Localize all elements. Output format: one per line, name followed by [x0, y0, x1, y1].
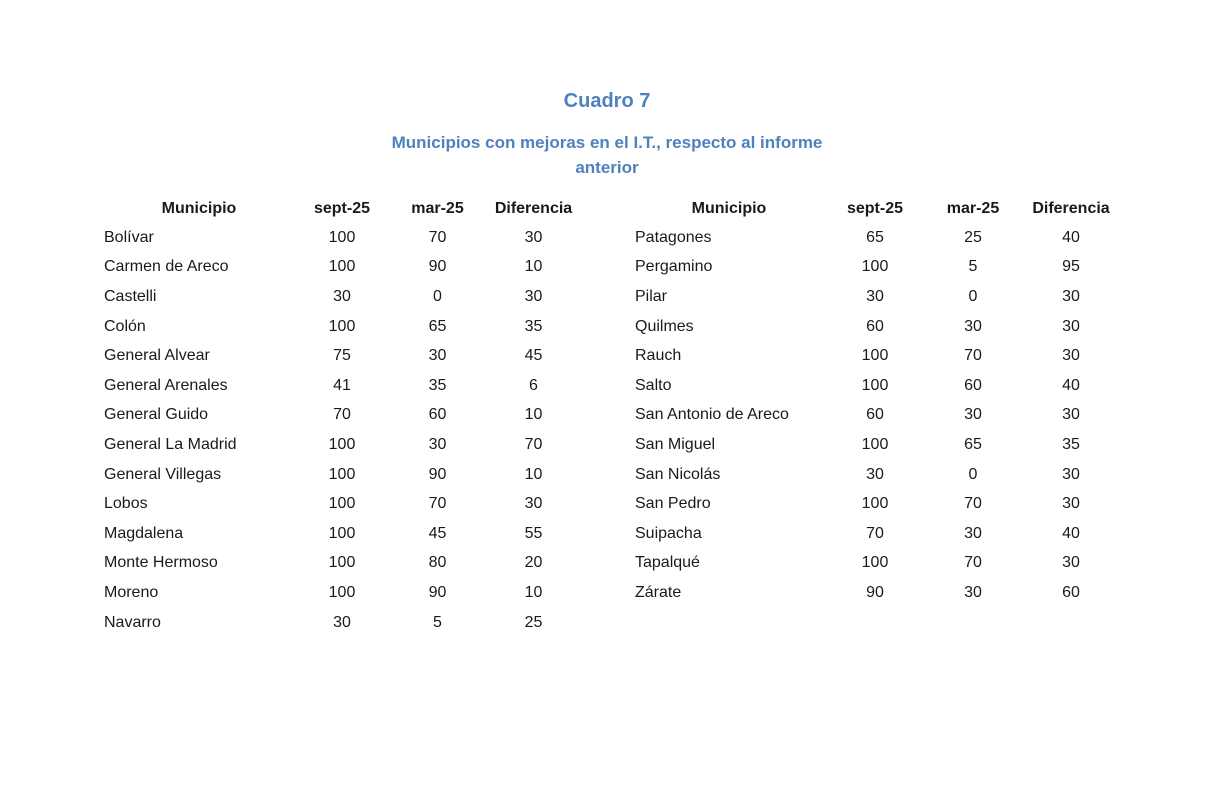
diferencia-value: 70 — [524, 435, 543, 453]
table-row — [635, 401, 1123, 431]
table-row — [635, 578, 1123, 608]
table-row — [104, 460, 582, 490]
mar-value: 0 — [968, 287, 978, 305]
table-row — [104, 223, 582, 253]
mar-value: 60 — [964, 376, 982, 394]
municipio-cell: Rauch — [635, 347, 682, 365]
diferencia-value: 30 — [1062, 317, 1080, 335]
municipio-cell: Quilmes — [635, 317, 694, 335]
rows-right — [635, 223, 1123, 608]
rows-left — [104, 223, 582, 637]
municipio-cell: General Arenales — [104, 376, 228, 394]
table-row — [635, 489, 1123, 519]
mar-value: 45 — [428, 524, 447, 542]
sept-value: 100 — [328, 554, 356, 572]
diferencia-value: 45 — [524, 347, 543, 365]
sept-value: 100 — [861, 258, 889, 276]
municipio-cell: Lobos — [104, 495, 148, 513]
header-municipio: Municipio — [691, 200, 767, 217]
municipio-cell: San Antonio de Areco — [635, 406, 789, 424]
table-row — [104, 253, 582, 283]
table-row — [635, 519, 1123, 549]
municipio-cell: San Miguel — [635, 435, 716, 453]
municipio-cell: Magdalena — [104, 524, 184, 542]
sept-value: 100 — [861, 347, 889, 365]
sept-value: 30 — [333, 287, 351, 305]
diferencia-value: 55 — [524, 524, 543, 542]
mar-value: 70 — [964, 495, 982, 513]
sept-value: 30 — [866, 465, 884, 483]
table-row — [104, 401, 582, 431]
header-diferencia: Diferencia — [1032, 200, 1110, 217]
sept-value: 100 — [328, 228, 356, 246]
diferencia-value: 10 — [524, 258, 543, 276]
diferencia-value: 10 — [524, 465, 543, 483]
mar-value: 5 — [433, 613, 442, 631]
table-row — [104, 341, 582, 371]
mar-value: 0 — [968, 465, 978, 483]
mar-value: 30 — [964, 317, 982, 335]
mar-value: 30 — [428, 435, 447, 453]
municipio-cell: General Alvear — [104, 347, 210, 365]
municipio-cell: Colón — [104, 317, 146, 335]
diferencia-value: 40 — [1062, 524, 1080, 542]
municipio-cell: Pilar — [635, 287, 668, 305]
mar-value: 30 — [964, 583, 982, 601]
municipio-cell: Carmen de Areco — [104, 258, 229, 276]
diferencia-value: 40 — [1062, 376, 1080, 394]
mar-value: 30 — [964, 406, 982, 424]
municipios-table-left — [104, 195, 582, 637]
diferencia-value: 30 — [524, 287, 543, 305]
mar-value: 65 — [428, 317, 447, 335]
table-row — [104, 430, 582, 460]
mar-value: 70 — [964, 554, 982, 572]
sept-value: 100 — [861, 376, 889, 394]
municipio-cell: General La Madrid — [104, 435, 237, 453]
municipio-cell: Bolívar — [104, 228, 154, 246]
diferencia-value: 60 — [1062, 583, 1080, 601]
header-diferencia: Diferencia — [494, 200, 573, 217]
municipio-cell: Moreno — [104, 583, 159, 601]
table-row — [635, 253, 1123, 283]
table-row — [635, 312, 1123, 342]
diferencia-value: 30 — [1062, 287, 1080, 305]
mar-value: 35 — [428, 376, 447, 394]
mar-value: 70 — [428, 495, 447, 513]
subtitle-line-2: anterior — [575, 158, 639, 177]
diferencia-value: 40 — [1062, 228, 1080, 246]
mar-value: 0 — [433, 287, 442, 305]
municipio-cell: Tapalqué — [635, 554, 700, 572]
municipio-cell: Pergamino — [635, 258, 713, 276]
diferencia-value: 35 — [1062, 435, 1080, 453]
diferencia-value: 95 — [1062, 258, 1080, 276]
sept-value: 100 — [861, 435, 889, 453]
diferencia-value: 30 — [1062, 406, 1080, 424]
mar-value: 30 — [428, 347, 447, 365]
header-sept: sept-25 — [313, 200, 371, 217]
table-row — [104, 578, 582, 608]
municipio-cell: Salto — [635, 376, 672, 394]
sept-value: 100 — [328, 258, 356, 276]
municipios-table-right — [635, 195, 1123, 608]
header-mar: mar-25 — [411, 200, 464, 217]
table-row — [635, 282, 1123, 312]
diferencia-value: 10 — [524, 406, 543, 424]
table-row — [104, 282, 582, 312]
header-row — [635, 195, 1123, 223]
subtitle-line-1: Municipios con mejoras en el I.T., respecto al informe — [391, 133, 823, 152]
mar-value: 80 — [428, 554, 447, 572]
table-row — [635, 341, 1123, 371]
diferencia-value: 10 — [524, 583, 543, 601]
municipio-cell: San Pedro — [635, 495, 711, 513]
sept-value: 100 — [861, 495, 889, 513]
sept-value: 75 — [333, 347, 351, 365]
mar-value: 65 — [964, 435, 982, 453]
table-row — [104, 312, 582, 342]
diferencia-value: 30 — [524, 495, 543, 513]
sept-value: 100 — [328, 524, 356, 542]
sept-value: 30 — [866, 287, 884, 305]
table-row — [104, 549, 582, 579]
mar-value: 25 — [964, 228, 982, 246]
mar-value: 5 — [968, 258, 978, 276]
sept-value: 65 — [866, 228, 884, 246]
mar-value: 60 — [428, 406, 447, 424]
diferencia-value: 20 — [524, 554, 543, 572]
municipio-cell: Navarro — [104, 613, 161, 631]
diferencia-value: 30 — [1062, 495, 1080, 513]
table-row — [635, 460, 1123, 490]
mar-value: 90 — [428, 583, 447, 601]
sept-value: 41 — [333, 376, 351, 394]
sept-value: 100 — [861, 554, 889, 572]
municipio-cell: Suipacha — [635, 524, 702, 542]
table-row — [104, 371, 582, 401]
sept-value: 70 — [333, 406, 351, 424]
table-row — [635, 549, 1123, 579]
header-sept: sept-25 — [846, 200, 904, 217]
sept-value: 100 — [328, 583, 356, 601]
table-title: Cuadro 7 — [563, 90, 651, 112]
sept-value: 90 — [866, 583, 884, 601]
table-row — [104, 489, 582, 519]
municipio-cell: Castelli — [104, 287, 157, 305]
header-municipio: Municipio — [161, 200, 237, 217]
table-row — [635, 223, 1123, 253]
diferencia-value: 30 — [1062, 554, 1080, 572]
municipio-cell: Monte Hermoso — [104, 554, 218, 572]
header-row — [104, 195, 582, 223]
sept-value: 30 — [333, 613, 351, 631]
diferencia-value: 35 — [524, 317, 543, 335]
mar-value: 70 — [428, 228, 447, 246]
municipio-cell: General Guido — [104, 406, 209, 424]
sept-value: 60 — [866, 406, 884, 424]
municipio-cell: General Villegas — [104, 465, 222, 483]
diferencia-value: 30 — [1062, 465, 1080, 483]
diferencia-value: 25 — [524, 613, 543, 631]
municipio-cell: Zárate — [635, 583, 682, 601]
table-subtitle — [0, 130, 1214, 180]
municipio-cell: San Nicolás — [635, 465, 721, 483]
sept-value: 100 — [328, 495, 356, 513]
sept-value: 100 — [328, 317, 356, 335]
header-mar: mar-25 — [946, 200, 1000, 217]
diferencia-value: 6 — [529, 376, 538, 394]
table-row — [635, 371, 1123, 401]
mar-value: 30 — [964, 524, 982, 542]
mar-value: 90 — [428, 465, 447, 483]
mar-value: 70 — [964, 347, 982, 365]
table-row — [104, 608, 582, 638]
sept-value: 60 — [866, 317, 884, 335]
mar-value: 90 — [428, 258, 447, 276]
sept-value: 100 — [328, 435, 356, 453]
sept-value: 100 — [328, 465, 356, 483]
table-row — [635, 430, 1123, 460]
municipio-cell: Patagones — [635, 228, 712, 246]
table-row — [104, 519, 582, 549]
sept-value: 70 — [866, 524, 884, 542]
diferencia-value: 30 — [524, 228, 543, 246]
diferencia-value: 30 — [1062, 347, 1080, 365]
